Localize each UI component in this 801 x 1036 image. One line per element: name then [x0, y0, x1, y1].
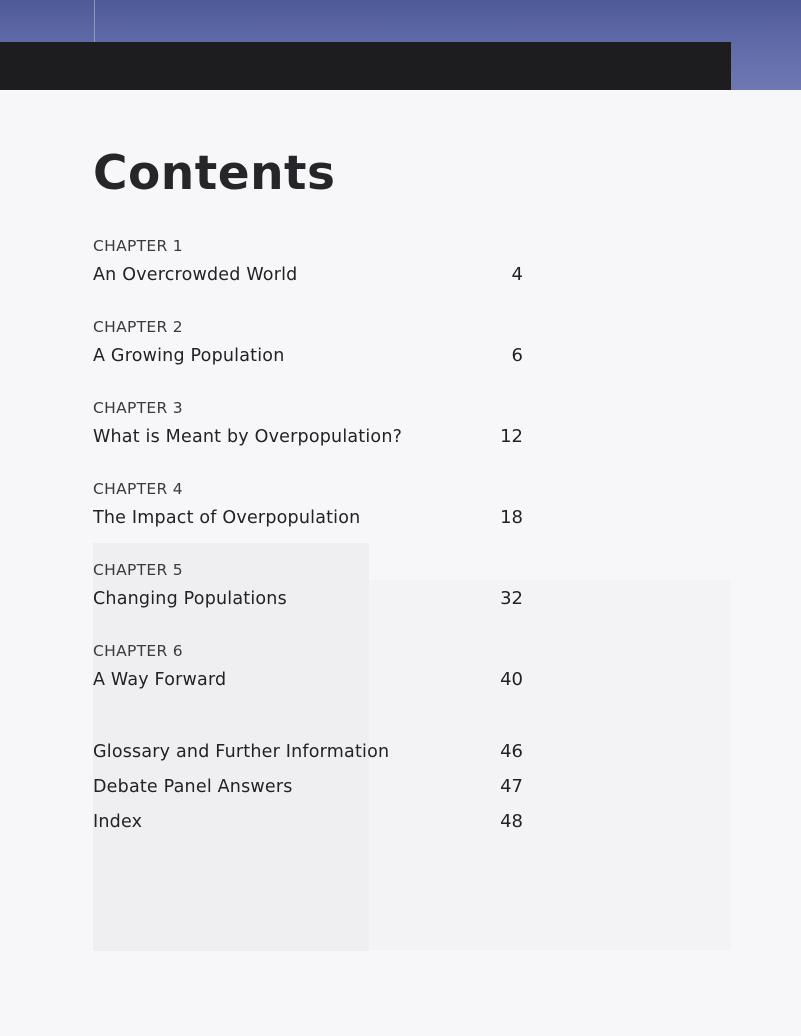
toc-row: [93, 586, 523, 612]
chapter-title: The Impact of Overpopulation: [93, 508, 361, 528]
toc-row: [93, 262, 523, 288]
chapter-title: What is Meant by Overpopulation?: [93, 427, 403, 447]
chapter-title: A Way Forward: [93, 670, 227, 690]
toc-row: [93, 343, 523, 369]
page-number: 32: [500, 588, 523, 609]
toc-row: [93, 505, 523, 531]
toc-chapter-1[interactable]: [93, 236, 523, 288]
chapter-title: An Overcrowded World: [93, 265, 298, 285]
toc-row: [93, 424, 523, 450]
toc-row: [93, 667, 523, 693]
page-number: 48: [500, 811, 523, 832]
page-number: 40: [500, 669, 523, 690]
toc-chapter-6[interactable]: [93, 641, 523, 693]
page-number: 47: [500, 776, 523, 797]
toc-row: [93, 739, 523, 765]
page-number: 4: [511, 264, 523, 285]
toc-back-index[interactable]: [93, 809, 523, 835]
chapter-label: CHAPTER 4: [93, 480, 183, 498]
toc-row: [93, 774, 523, 800]
page-number: 12: [500, 426, 523, 447]
chapter-label: CHAPTER 3: [93, 399, 183, 417]
toc-row: [93, 809, 523, 835]
show-through-text-block: [369, 580, 731, 950]
page-number: 18: [500, 507, 523, 528]
toc-chapter-5[interactable]: [93, 560, 523, 612]
back-matter-title: Debate Panel Answers: [93, 777, 293, 797]
chapter-label: CHAPTER 5: [93, 561, 183, 579]
toc-chapter-3[interactable]: [93, 398, 523, 450]
toc-chapter-2[interactable]: [93, 317, 523, 369]
toc-back-debate-answers[interactable]: [93, 774, 523, 800]
page-title: Contents: [93, 146, 336, 201]
header-divider-line: [94, 0, 95, 42]
toc-back-glossary[interactable]: [93, 739, 523, 765]
toc-chapter-4[interactable]: [93, 479, 523, 531]
chapter-label: CHAPTER 1: [93, 237, 183, 255]
page-number: 46: [500, 741, 523, 762]
chapter-label: CHAPTER 2: [93, 318, 183, 336]
back-matter-title: Index: [93, 812, 143, 832]
page-number: 6: [511, 345, 523, 366]
chapter-title: A Growing Population: [93, 346, 285, 366]
chapter-label: CHAPTER 6: [93, 642, 183, 660]
back-matter-title: Glossary and Further Information: [93, 742, 390, 762]
chapter-title: Changing Populations: [93, 589, 287, 609]
header-dark-bar: [0, 42, 731, 90]
